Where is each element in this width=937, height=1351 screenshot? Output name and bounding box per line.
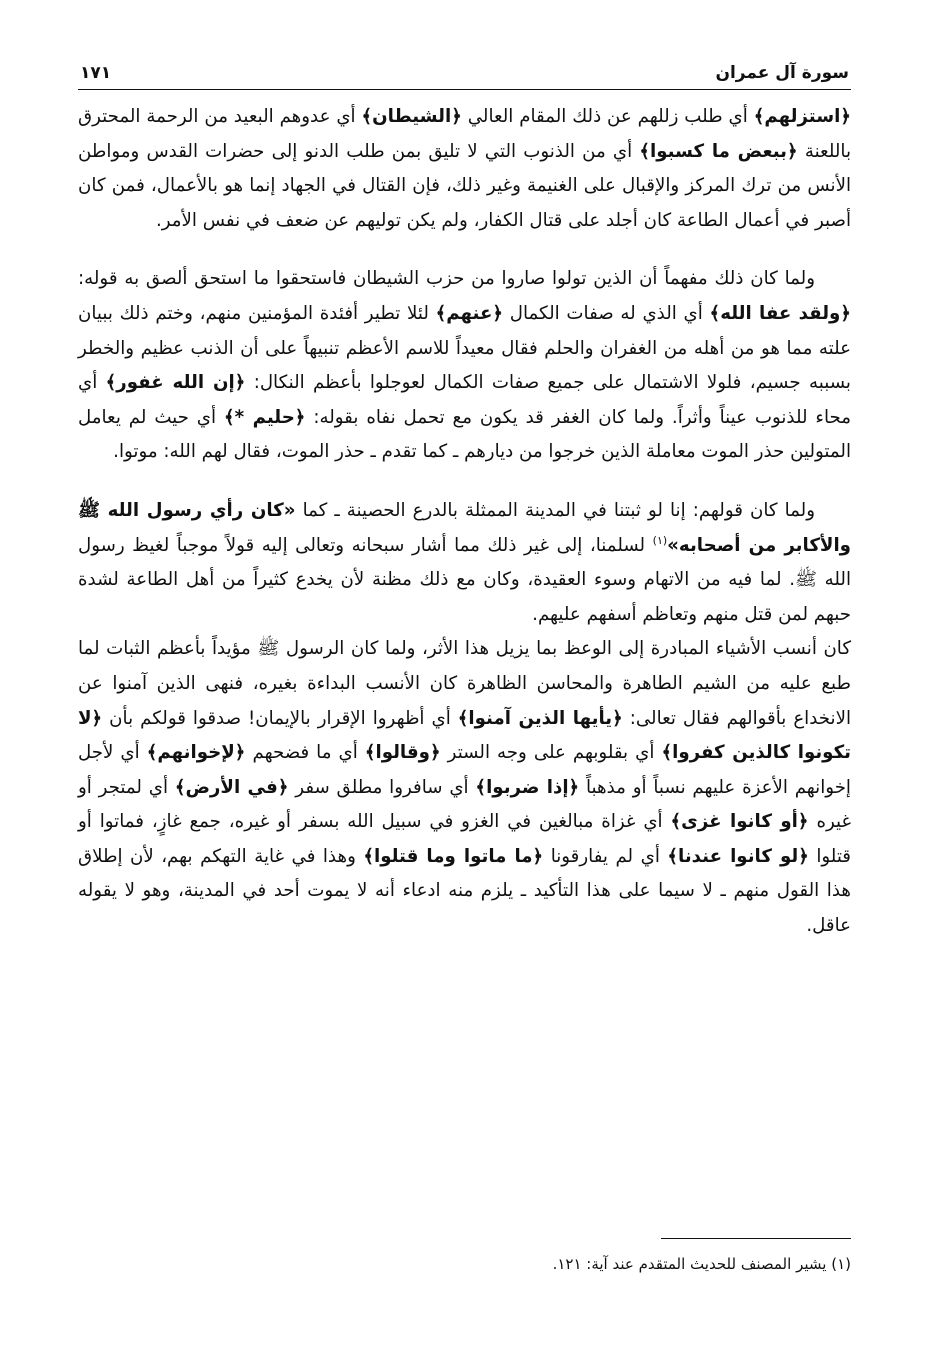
text-run: وهذا في غاية التهكم بهم، لأن إطلاق هذا القول منهم ـ لا سيما على هذا التأكيد ـ يلزم منه ادعاء أنه لا يموت أحد في المدينة، وهو لا يقوله عاقل. bbox=[78, 845, 851, 937]
text-run: أي حيث لم يعامل المتولين حذر الموت معاملة الذين خرجوا من ديارهم ـ كما تقدم ـ حذر الموت، فقال لهم الله: موتوا. bbox=[78, 406, 851, 463]
quran-quote: ﴾ bbox=[753, 106, 765, 127]
text-run: أي لم يفارقونا bbox=[543, 845, 668, 867]
text-run: أي الذي له صفات الكمال bbox=[503, 302, 710, 324]
footnote-divider bbox=[661, 1238, 851, 1239]
quran-quote: ﴿ولقد عفا الله﴾ bbox=[709, 302, 851, 324]
quran-quote: ﴿في الأرض﴾ bbox=[174, 776, 289, 798]
quran-quote: استزلهم bbox=[764, 106, 841, 127]
text-run: أي عدوهم البعيد من الرحمة المحترق باللعنة bbox=[78, 106, 852, 162]
quran-quote: ﴿إن الله غفور﴾ bbox=[105, 372, 246, 394]
footnote-marker: (١) bbox=[831, 1255, 851, 1273]
page-header bbox=[78, 56, 851, 90]
text-run: أي لمتجر أو غيره bbox=[78, 776, 852, 833]
quran-quote: ﴿ببعض ما كسبوا﴾ bbox=[639, 140, 798, 162]
quran-quote: ﴿أو كانوا غزى﴾ bbox=[670, 811, 809, 833]
quran-quote: ﴿وقالوا﴾ bbox=[364, 742, 441, 764]
page bbox=[78, 56, 851, 1311]
paragraph-2 bbox=[78, 262, 851, 470]
footnote-reference: (١) bbox=[652, 533, 668, 547]
paragraph-3 bbox=[78, 494, 851, 632]
text-run: أي ما فضحهم bbox=[245, 742, 365, 764]
surah-title: سورة آل عمران bbox=[715, 63, 849, 83]
text-run: كان أنسب الأشياء المبادرة إلى الوعظ بما يزيل هذا الأثر، ولما كان الرسول ﷺ مؤيداً بأعظم الثبات لما طبع عليه من الشيم الطاهرة والمحاسن الظاهرة كان الأنسب البداءة بغيره، فنهى الذين آمنوا عن الانخداع بأقوالهم فقال تعالى: bbox=[78, 638, 852, 729]
quran-quote: ﴿عنهم﴾ bbox=[435, 302, 504, 324]
footnote bbox=[78, 1252, 851, 1276]
quran-quote: ﴿حليم *﴾ bbox=[223, 406, 306, 428]
text-run: ولما كان قولهم: إنا لو ثبتنا في المدينة الممثلة بالدرع الحصينة ـ كما bbox=[295, 499, 815, 521]
text-run: أي لأجل إخوانهم الأعزة عليهم نسباً أو مذهباً bbox=[78, 742, 851, 798]
quran-quote: ﴿إذا ضربوا﴾ bbox=[475, 776, 580, 798]
paragraph-1 bbox=[78, 100, 851, 238]
text-run: ولما كان ذلك مفهماً أن الذين تولوا صاروا من حزب الشيطان فاستحقوا ما استحق ألصق به قوله: bbox=[78, 268, 815, 290]
quran-quote: ﴿ bbox=[840, 106, 851, 127]
quran-quote: ﴿لا تكونوا كالذين كفروا﴾ bbox=[78, 707, 851, 764]
text-run: أي غزاة مبالغين في الغزو في سبيل الله بسفر أو غيره، جمع غازٍ، فماتوا أو قتلوا bbox=[78, 811, 851, 867]
text-run: أي أظهروا الإقرار بالإيمان! صدقوا قولكم بأن bbox=[102, 707, 458, 729]
quran-quote: ﴿يأيها الذين آمنوا﴾ bbox=[457, 707, 623, 729]
text-run: أي من الذنوب التي لا تليق بمن طلب الدنو إلى حضرات القدس ومواطن الأنس من ترك المركز والإقبال على الغنيمة وغير ذلك، فإن القتال في الجهاد إنما هو بالأعمال، فمن كان أصبر في أعمال الطاعة كان أجلد على قتال الكفار، ولم يكن توليهم عن ضعف في نفس الأمر. bbox=[78, 140, 851, 231]
quran-quote: ﴿الشيطان﴾ bbox=[361, 106, 462, 127]
text-run: أي سافروا مطلق سفر bbox=[288, 776, 476, 798]
page-number: ١٧١ bbox=[80, 63, 112, 83]
quran-quote: ﴿لإخوانهم﴾ bbox=[146, 742, 246, 764]
quran-quote: «كان رأي رسول الله ﷺ والأكابر من أصحابه» bbox=[78, 499, 851, 556]
quran-quote: ﴿ما ماتوا وما قتلوا﴾ bbox=[363, 845, 544, 867]
quran-quote: ﴿لو كانوا عندنا﴾ bbox=[667, 845, 809, 867]
body-text bbox=[78, 100, 851, 944]
text-run: أي محاء للذنوب عيناً وأثراً. ولما كان الغفر قد يكون مع تحمل نفاه بقوله: bbox=[78, 372, 852, 428]
text-run: أي بقلوبهم على وجه الستر bbox=[440, 742, 662, 764]
text-run: أي طلب زللهم عن ذلك المقام العالي bbox=[461, 106, 754, 127]
footnote-text: يشير المصنف للحديث المتقدم عند آية: ١٢١. bbox=[552, 1255, 827, 1273]
paragraph-4 bbox=[78, 632, 851, 943]
text-run: لئلا تطير أفئدة المؤمنين منهم، وختم ذلك ببيان علته مما هو من أهله من الغفران والحلم فقال معيداً للاسم الأعظم تنبيهاً على أن الذنب عظيم والخطر بسببه جسيم، فلولا الاشتمال على جميع صفات الكمال لعوجلوا بأعظم النكال: bbox=[78, 302, 851, 394]
text-run: لسلمنا، إلى غير ذلك مما أشار سبحانه وتعالى إليه قولاً موجباً لغيظ رسول الله ﷺ. لما فيه من الاتهام وسوء العقيدة، وكان مع ذلك مظنة لأن يخدع كثيراً من أهل الطاعة لشدة حبهم لمن قتل منهم وتعاظم أسفهم عليهم. bbox=[78, 534, 851, 625]
